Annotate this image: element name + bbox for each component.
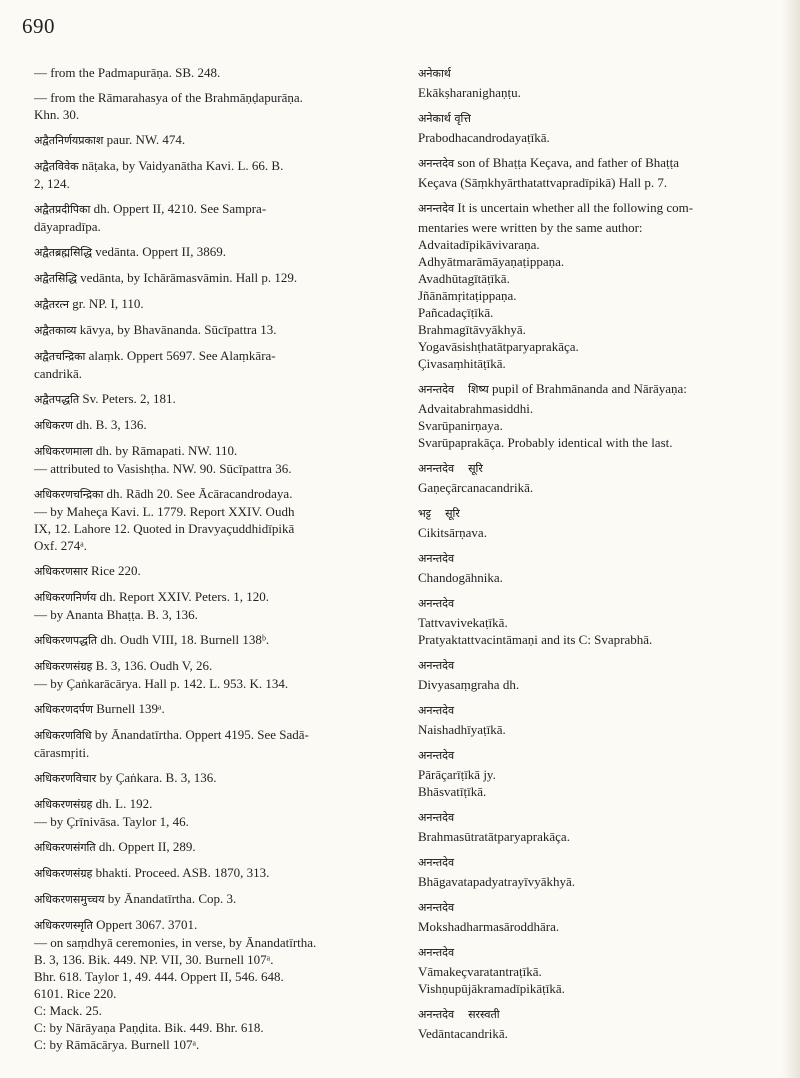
headword: भट्ट [418,507,432,520]
entry-line: Brahmasūtratātparyaprakāça. [418,829,570,844]
dictionary-entry [34,442,396,477]
entry-line: cārasmṛiti. [34,745,90,760]
entry-line: Oxf. 274ᵃ. [34,538,88,553]
entry-line: Keçava (Sāṃkhyārthatattvapradīpikā) Hall p. 7. [418,175,668,190]
entry-line: B. 3, 136. Bik. 449. NP. VII, 30. Burnell 107ᵃ. [34,952,274,967]
entry-line [418,380,780,398]
headword: अनन्तदेव [418,704,455,717]
entry-line [34,321,396,339]
headword-qualifier: सूरि [445,507,460,520]
entry-line: Gaṇeçārcanacandrikā. [418,480,534,495]
entry-text: bhakti. Proceed. ASB. 1870, 313. [95,865,270,880]
entry-line: Prabodhacandrodayaṭīkā. [418,130,550,145]
dictionary-entry [418,504,780,541]
entry-line [34,864,396,882]
dictionary-entry [418,199,780,372]
entry-line [34,243,396,261]
entry-line [34,588,396,606]
entry-line: Bhāgavatapadyatrayīvyākhyā. [418,874,576,889]
entry-line [34,295,396,313]
dictionary-entry [418,64,780,101]
entry-line: — attributed to Vasishṭha. NW. 90. Sūcīpattra 36. [34,461,292,476]
entry-line: Bhāsvatīṭīkā. [418,784,487,799]
headword: अनन्तदेव [418,552,455,565]
headword: अनन्तदेव [418,749,455,762]
entry-line: Vāmakeçvaratantraṭīkā. [418,964,542,979]
entry-line: Ekākṣharanighaṇṭu. [418,85,521,100]
entry-text: dh. by Rāmapati. NW. 110. [95,443,238,458]
headword: अनन्तदेव [418,157,455,170]
left-column [34,64,396,1061]
entry-text: vedānta. Oppert II, 3869. [95,244,226,259]
entry-line: dāyapradīpa. [34,219,101,234]
headword: अधिकरणविचार [34,772,97,785]
dictionary-entry [34,838,396,856]
dictionary-entry [34,269,396,287]
entry-text: dh. Report XXIV. Peters. 1, 120. [99,589,269,604]
entry-text: Rice 220. [90,563,141,578]
entry-text: by Ānandatīrtha. Cop. 3. [107,891,237,906]
dictionary-entry [34,916,396,1053]
headword: अद्वैतविवेक [34,160,79,173]
headword: अधिकरणमाला [34,445,93,458]
entry-line: Vedāntacandrikā. [418,1026,508,1041]
entry-line [418,746,780,764]
entry-text: — from the Rāmarahasya of the Brahmāṇḍapurāṇa. [34,90,303,105]
dictionary-entry [34,657,396,692]
headword: अनन्तदेव [418,1008,455,1021]
dictionary-entry [418,109,780,146]
entry-line: — on saṃdhyā ceremonies, in verse, by Ānandatīrtha. [34,935,317,950]
entry-line [34,657,396,675]
entry-line: Svarūpaprakāça. Probably identical with the last. [418,435,673,450]
entry-text: paur. NW. 474. [106,132,186,147]
headword: अधिकरण [34,419,73,432]
entry-line [34,390,396,408]
entry-line: Advaitabrahmasiddhi. [418,401,534,416]
dictionary-entry [418,701,780,738]
entry-line: Pañcadaçīṭīkā. [418,305,494,320]
entry-text: dh. Oppert II, 289. [98,839,196,854]
entry-line [418,1005,780,1023]
entry-line [418,808,780,826]
entry-line [418,154,780,172]
entry-text: by Çaṅkara. B. 3, 136. [99,770,217,785]
dictionary-entry [418,459,780,496]
headword: अधिकरणचन्द्रिका [34,488,104,501]
dictionary-entry [34,295,396,313]
entry-text: pupil of Brahmānanda and Nārāyaṇa: [492,381,687,396]
entry-line [34,562,396,580]
entry-line: — by Çrīnivāsa. Taylor 1, 46. [34,814,189,829]
entry-text: — from the Padmapurāṇa. SB. 248. [34,65,221,80]
entry-text: dh. Oudh VIII, 18. Burnell 138ᵇ. [100,632,270,647]
entry-line: candrikā. [34,366,83,381]
headword-qualifier: सूरि [468,462,483,475]
entry-line: Avadhūtagītāṭīkā. [418,271,510,286]
entry-line: Bhr. 618. Taylor 1, 49. 444. Oppert II, 546. 648. [34,969,284,984]
entry-line: — by Maheça Kavi. L. 1779. Report XXIV. Oudh [34,504,295,519]
dictionary-entry [34,416,396,434]
dictionary-entry [34,562,396,580]
right-column [418,64,780,1050]
headword: अनन्तदेव [418,901,455,914]
dictionary-entry [418,549,780,586]
entry-line: C: by Rāmācārya. Burnell 107ᵃ. [34,1037,200,1052]
dictionary-entry [34,726,396,761]
headword-qualifier: सरस्वती [468,1008,500,1021]
entry-line [34,769,396,787]
entry-line [34,631,396,649]
dictionary-entry [34,769,396,787]
headword: अनेकार्थ वृत्ति [418,112,471,125]
headword: अद्वैतब्रह्मसिद्धि [34,246,93,259]
entry-text: Sv. Peters. 2, 181. [82,391,176,406]
entry-line [34,89,396,106]
entry-text: by Ānandatīrtha. Oppert 4195. See Sadā- [94,727,309,742]
dictionary-entry [34,347,396,382]
headword: अधिकरणस्मृति [34,919,93,932]
dictionary-entry [418,898,780,935]
headword: अनन्तदेव [418,597,455,610]
headword: अधिकरणसंग्रह [34,867,93,880]
headword: अधिकरणसंग्रह [34,798,93,811]
dictionary-entry [34,157,396,192]
entry-line [34,442,396,460]
entry-text: B. 3, 136. Oudh V, 26. [95,658,213,673]
headword-qualifier: शिष्य [468,383,489,396]
dictionary-entry [418,380,780,451]
entry-line: Mokshadharmasāroddhāra. [418,919,560,934]
headword: अधिकरणदर्पण [34,703,93,716]
dictionary-entry [34,64,396,81]
dictionary-entry [34,390,396,408]
entry-line: C: by Nārāyaṇa Paṇḍita. Bik. 449. Bhr. 618. [34,1020,264,1035]
headword: अनन्तदेव [418,462,455,475]
entry-line [418,109,780,127]
headword: अधिकरणसार [34,565,88,578]
entry-line: Svarūpanirṇaya. [418,418,503,433]
entry-line: Adhyātmarāmāyaṇaṭippaṇa. [418,254,565,269]
entry-text: nāṭaka, by Vaidyanātha Kavi. L. 66. B. [81,158,284,173]
entry-text: Burnell 139ᵃ. [96,701,165,716]
dictionary-entry [34,631,396,649]
entry-text: kāvya, by Bhavānanda. Sūcīpattra 13. [79,322,277,337]
dictionary-entry [34,200,396,235]
entry-line: Jñānāmṛitaṭippaṇa. [418,288,517,303]
headword: अद्वैतप्रदीपिका [34,203,91,216]
headword: अधिकरणसंगति [34,841,96,854]
entry-line: Brahmagītāvyākhyā. [418,322,526,337]
dictionary-entry [34,864,396,882]
dictionary-entry [34,588,396,623]
dictionary-entry [34,321,396,339]
entry-line: — by Çaṅkarācārya. Hall p. 142. L. 953. K. 134. [34,676,289,691]
entry-line [418,701,780,719]
entry-line [418,504,780,522]
dictionary-entry [34,131,396,149]
entry-line [34,916,396,934]
headword: अधिकरणनिर्णय [34,591,97,604]
entry-text: dh. B. 3, 136. [76,417,147,432]
entry-line [34,890,396,908]
entry-line [34,485,396,503]
entry-line [34,347,396,365]
headword: अद्वैतचन्द्रिका [34,350,86,363]
dictionary-entry [418,746,780,800]
entry-line: — by Ananta Bhaṭṭa. B. 3, 136. [34,607,198,622]
entry-line [34,416,396,434]
page-number: 690 [22,14,55,38]
entry-text: son of Bhaṭṭa Keçava, and father of Bhaṭṭa [457,155,680,170]
entry-line: Çivasaṃhitāṭīkā. [418,356,506,371]
entry-text: vedānta, by Ichārāmasvāmin. Hall p. 129. [80,270,298,285]
headword: अद्वैतकाव्य [34,324,77,337]
entry-line: Vishṇupūjākramadīpikāṭīkā. [418,981,565,996]
dictionary-entry [418,808,780,845]
headword: अनन्तदेव [418,659,455,672]
dictionary-entry [418,154,780,191]
entry-line [34,795,396,813]
entry-line: 2, 124. [34,176,70,191]
entry-text: Oppert 3067. 3701. [96,917,198,932]
entry-line [418,549,780,567]
dictionary-entry [34,795,396,830]
entry-line: Tattvavivekaṭīkā. [418,615,508,630]
entry-line: mentaries were written by the same author: [418,220,643,235]
entry-line: C: Mack. 25. [34,1003,102,1018]
dictionary-entry [34,890,396,908]
headword: अधिकरणपद्धति [34,634,98,647]
headword: अनन्तदेव [418,946,455,959]
entry-line [34,131,396,149]
headword: अद्वैतरत्न [34,298,69,311]
dictionary-entry [34,89,396,123]
entry-line [418,594,780,612]
entry-line: Cikitsārṇava. [418,525,487,540]
entry-line: Advaitadīpikāvivaraṇa. [418,237,540,252]
dictionary-entry [34,485,396,554]
entry-line [418,199,780,217]
entry-line [418,64,780,82]
headword: अधिकरणसमुच्चय [34,893,105,906]
page-edge-shadow [782,0,800,1078]
dictionary-entry [34,243,396,261]
entry-line [418,459,780,477]
entry-line [34,157,396,175]
dictionary-entry [418,853,780,890]
entry-line [418,943,780,961]
entry-line: Pārāçarīṭīkā jy. [418,767,496,782]
headword: अनन्तदेव [418,202,455,215]
entry-line [34,700,396,718]
entry-line [418,656,780,674]
entry-line [34,726,396,744]
headword: अनन्तदेव [418,811,455,824]
entry-line: 6101. Rice 220. [34,986,117,1001]
headword: अद्वैतसिद्धि [34,272,77,285]
dictionary-entry [418,1005,780,1042]
entry-line: Yogavāsishṭhatātparyaprakāça. [418,339,579,354]
entry-text: dh. L. 192. [95,796,153,811]
entry-line: IX, 12. Lahore 12. Quoted in Dravyaçuddhidīpikā [34,521,295,536]
entry-line: Naishadhīyaṭīkā. [418,722,506,737]
entry-line [34,269,396,287]
entry-text: alaṃk. Oppert 5697. See Alaṃkāra- [88,348,276,363]
entry-text: dh. Oppert II, 4210. See Sampra- [93,201,267,216]
dictionary-entry [418,656,780,693]
dictionary-entry [418,594,780,648]
entry-line [418,853,780,871]
headword: अधिकरणविधि [34,729,92,742]
entry-line [34,200,396,218]
entry-text: gr. NP. I, 110. [72,296,144,311]
entry-line [34,838,396,856]
dictionary-entry [34,700,396,718]
entry-line: Khn. 30. [34,107,80,122]
headword: अनेकार्थ [418,67,451,80]
entry-text: dh. Rādh 20. See Ācāracandrodaya. [106,486,293,501]
headword: अद्वैतपद्धति [34,393,80,406]
headword: अद्वैतनिर्णयप्रकाश [34,134,104,147]
headword: अनन्तदेव [418,856,455,869]
headword: अधिकरणसंग्रह [34,660,93,673]
entry-line [34,64,396,81]
entry-line: Pratyaktattvacintāmaṇi and its C: Svaprabhā. [418,632,653,647]
entry-line: Chandogāhnika. [418,570,503,585]
entry-line: Divyasaṃgraha dh. [418,677,520,692]
entry-line [418,898,780,916]
dictionary-entry [418,943,780,997]
headword: अनन्तदेव [418,383,455,396]
entry-text: It is uncertain whether all the following com- [457,200,694,215]
